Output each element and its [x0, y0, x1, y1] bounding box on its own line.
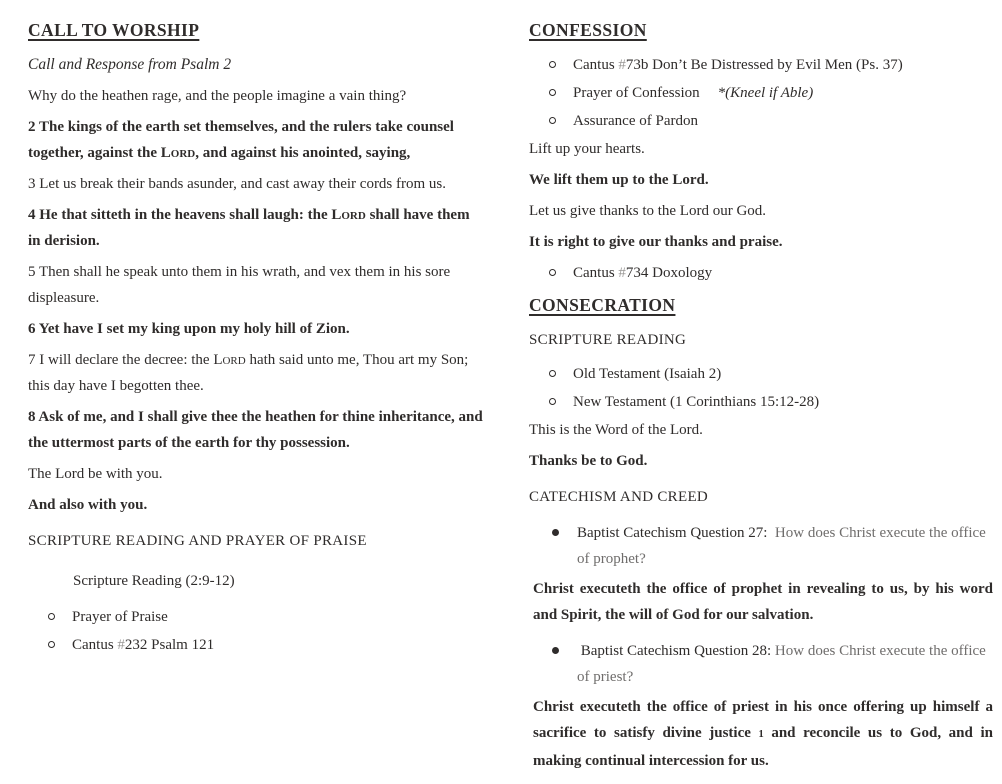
bullet-circle-icon [48, 641, 55, 648]
section-label [529, 327, 993, 353]
bullet-circle-icon [549, 370, 556, 377]
bullet-circle-icon [549, 117, 556, 124]
text-run: shall have them in derision. [28, 207, 474, 249]
list-item-text [573, 113, 698, 129]
text-run: It is right to give our thanks and praise. [529, 234, 783, 250]
bullet-circle-icon [549, 61, 556, 68]
bullet-circle-icon [549, 89, 556, 96]
list-item-text [72, 609, 168, 625]
text-run: Assurance of Pardon [573, 113, 698, 129]
text-run: CONSECRATION [529, 295, 676, 315]
text-run: 2 The kings of the earth set themselves, and the rulers take counsel together, against the [28, 119, 458, 161]
liturgy-line [28, 259, 484, 311]
congregation-response [28, 202, 484, 254]
lord-smallcaps: Lord [331, 207, 366, 223]
text-run: 232 Psalm 121 [124, 637, 215, 653]
order-item [28, 604, 484, 630]
text-run: Call and Response from Psalm 2 [28, 56, 232, 73]
text-run: 734 Doxology [625, 265, 713, 281]
text-run: This is the Word of the Lord. [529, 422, 703, 438]
order-item [529, 52, 993, 78]
text-run: Why do the heathen rage, and the people imagine a vain thing? [28, 88, 407, 104]
order-item [529, 80, 993, 106]
text-run: SCRIPTURE READING AND PRAYER OF PRAISE [28, 533, 367, 549]
congregation-response [28, 404, 487, 456]
list-item-text [573, 265, 712, 281]
section-label [529, 484, 993, 510]
text-run: Prayer of Praise [72, 609, 168, 625]
list-item-text [573, 85, 813, 101]
text-run: 6 Yet have I set my king upon my holy hill of Zion. [28, 321, 350, 337]
list-item-text [573, 394, 819, 410]
liturgy-line [529, 417, 993, 443]
section-heading [529, 294, 993, 316]
text-run: Lift up your hearts. [529, 141, 645, 157]
text-run: CONFESSION [529, 20, 647, 40]
text-run: CALL TO WORSHIP [28, 20, 200, 40]
lord-smallcaps: Lord [213, 352, 246, 368]
text-run: Baptist Catechism Question 27: [577, 525, 768, 541]
bullet-circle-icon [549, 398, 556, 405]
liturgy-line [28, 347, 484, 399]
congregation-response [28, 316, 484, 342]
order-item [28, 632, 484, 658]
section-heading [529, 19, 993, 41]
text-run: hath said unto me, Thou art my Son; this day have I begotten thee. [28, 352, 473, 394]
footnote-marker: 1 [758, 729, 764, 740]
list-item-text [577, 525, 990, 567]
text-run: Christ executeth the office of priest in his once offering up himself a sacrifice to satisfy divine justice [533, 699, 997, 741]
liturgy-line [28, 83, 484, 109]
text-run: New Testament (1 Corinthians 15:12-28) [573, 394, 820, 410]
liturgy-line [529, 198, 993, 224]
text-run: Let us give thanks to the Lord our God. [529, 203, 767, 219]
text-run: 8 Ask of me, and I shall give thee the heathen for thine inheritance, and the uttermost parts of the earth for thy possession. [28, 409, 487, 451]
muted-question-text: How does Christ execute the office of prophet? [577, 525, 990, 567]
congregation-response [28, 114, 484, 166]
order-item [529, 260, 993, 286]
catechism-question-item [529, 520, 993, 572]
catechism-answer [529, 694, 997, 774]
text-run: 5 Then shall he speak unto them in his wrath, and vex them in his sore displeasure. [28, 264, 454, 306]
text-run: Cantus [573, 265, 619, 281]
liturgy-line [28, 461, 484, 487]
catechism-answer [529, 576, 997, 628]
list-item-text [72, 637, 214, 653]
text-run: Christ executeth the office of prophet in revealing to us, by his word and Spirit, the will of God for our salvation. [533, 581, 997, 623]
congregation-response [28, 492, 484, 518]
hash-symbol: # [117, 637, 125, 653]
bullet-circle-icon [48, 613, 55, 620]
text-run: Thanks be to God. [529, 453, 648, 469]
text-run: CATECHISM AND CREED [529, 489, 709, 505]
order-item [529, 389, 993, 415]
muted-question-text: How does Christ execute the office of priest? [577, 643, 990, 685]
text-run: , and against his anointed, saying, [195, 145, 411, 161]
left-column [28, 19, 487, 660]
text-run: SCRIPTURE READING [529, 332, 687, 348]
bullet-dot-icon [552, 529, 559, 536]
list-item-text [577, 643, 990, 685]
text-run: And also with you. [28, 497, 148, 513]
text-run: The Lord be with you. [28, 466, 163, 482]
text-run: and reconcile us to God, and in making continual intercession for us. [533, 725, 997, 769]
text-run: Baptist Catechism Question 28: [577, 643, 775, 659]
text-run: Scripture Reading (2:9-12) [73, 573, 235, 589]
text-run: 4 He that sitteth in the heavens shall laugh: the [28, 207, 332, 223]
congregation-response [529, 448, 993, 474]
service-subtitle [28, 52, 484, 78]
congregation-response [529, 229, 993, 255]
order-item [529, 108, 993, 134]
congregation-response [529, 167, 993, 193]
bullet-circle-icon [549, 269, 556, 276]
lord-smallcaps: Lord [160, 145, 196, 161]
section-label [28, 528, 484, 554]
hash-symbol: # [618, 265, 626, 281]
list-item-text [573, 57, 903, 73]
text-run: Cantus [573, 57, 619, 73]
list-item-text [573, 366, 721, 382]
hash-symbol: # [618, 57, 626, 73]
bullet-dot-icon [552, 647, 559, 654]
text-run: Old Testament (Isaiah 2) [573, 366, 722, 382]
text-run: 3 Let us break their bands asunder, and cast away their cords from us. [28, 176, 447, 192]
order-item [529, 361, 993, 387]
text-run: We lift them up to the Lord. [529, 172, 709, 188]
text-run: Cantus [72, 637, 118, 653]
catechism-question-item [529, 638, 993, 690]
text-run: Prayer of Confession [573, 85, 700, 101]
liturgy-line [529, 136, 993, 162]
scripture-reading-line [73, 568, 484, 594]
right-column [529, 19, 997, 779]
text-run: 73b Don’t Be Distressed by Evil Men (Ps. 37) [625, 57, 903, 73]
liturgy-line [28, 171, 484, 197]
section-heading [28, 19, 484, 41]
text-run: 7 I will declare the decree: the [28, 352, 214, 368]
kneel-if-able-note: *(Kneel if Able) [717, 85, 814, 101]
